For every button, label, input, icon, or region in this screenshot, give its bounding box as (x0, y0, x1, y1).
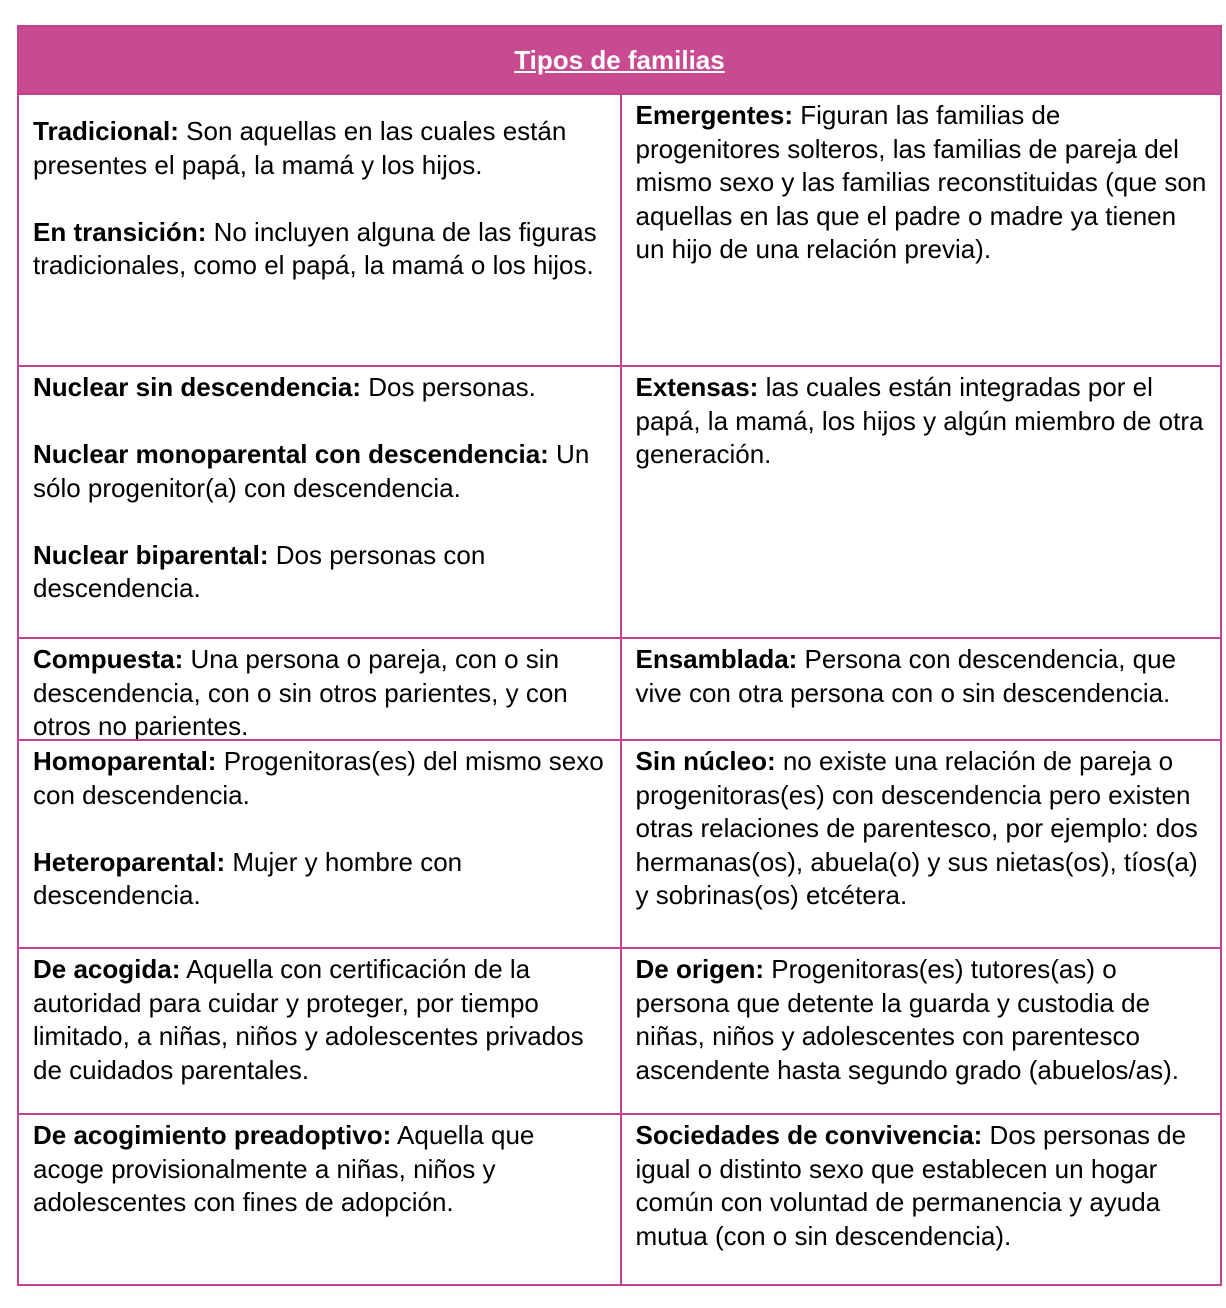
family-type-entry (33, 643, 608, 739)
family-type-description: Dos personas de igual o distinto sexo que establecen un hogar común con voluntad de permanencia y ayuda mutua (con o sin descendencia). (635, 1120, 1187, 1251)
family-type-entry (33, 846, 608, 913)
family-type-entry (33, 438, 608, 505)
family-type-term: Homoparental: (33, 746, 217, 776)
family-type-description: Figuran las familias de progenitores solteros, las familias de pareja del mismo sexo y las familias reconstituidas (que son aquellas en las que el padre o madre ya tienen un hijo de una relación previa). (635, 100, 1207, 264)
table-cell-right (620, 639, 1221, 739)
family-type-description: Una persona o pareja, con o sin descendencia, con o sin otros parientes, y con otros no parientes. (33, 644, 568, 739)
family-type-term: Nuclear sin descendencia: (33, 372, 362, 402)
table-body (19, 95, 1220, 1284)
table-cell-right (620, 741, 1221, 947)
family-type-entry (636, 953, 1209, 1087)
family-type-description: Un sólo progenitor(a) con descendencia. (33, 439, 590, 503)
family-type-term: Compuesta: (33, 644, 184, 674)
family-type-entry (636, 99, 1209, 267)
family-type-entry (636, 1119, 1209, 1253)
family-type-term: Nuclear monoparental con descendencia: (33, 439, 549, 469)
family-type-description: Son aquellas en las cuales están presentes el papá, la mamá y los hijos. (33, 116, 567, 180)
family-type-description: las cuales están integradas por el papá, la mamá, los hijos y algún miembro de otra generación. (635, 372, 1204, 469)
family-type-term: De acogida: (33, 954, 181, 984)
family-type-term: En transición: (33, 216, 207, 247)
family-type-entry (636, 643, 1209, 710)
table-cell-right (620, 949, 1221, 1113)
family-type-description: Mujer y hombre con descendencia. (33, 846, 463, 910)
family-type-description: Progenitoras(es) del mismo sexo con descendencia. (33, 746, 604, 810)
family-type-entry (33, 371, 608, 405)
family-type-description: No incluyen alguna de las figuras tradicionales, como el papá, la mamá o los hijos. (33, 216, 597, 280)
family-type-entry (33, 745, 608, 812)
family-type-description: Aquella con certificación de la autoridad para cuidar y proteger, por tiempo limitado, a niñas, niños y adolescentes privados de cuidados parentales. (33, 954, 584, 1085)
table-row (19, 639, 1220, 741)
family-type-term: Ensamblada: (635, 644, 798, 674)
table-cell-left (19, 949, 620, 1113)
family-type-term: Nuclear biparental: (33, 539, 269, 570)
family-type-description: Aquella que acoge provisionalmente a niñas, niños y adolescentes con fines de adopción. (33, 1120, 535, 1217)
family-type-term: Emergentes: (635, 100, 793, 130)
table-row (19, 949, 1220, 1115)
table-cell-left (19, 95, 620, 365)
family-type-entry (636, 745, 1209, 913)
family-types-table (17, 25, 1222, 1286)
family-type-entry (33, 216, 608, 283)
family-type-entry (33, 115, 608, 182)
table-cell-left (19, 1115, 620, 1284)
table-row (19, 741, 1220, 949)
family-type-description: Dos personas con descendencia. (33, 539, 486, 603)
table-row (19, 367, 1220, 639)
family-type-term: De acogimiento preadoptivo: (33, 1120, 392, 1150)
table-row (19, 1115, 1220, 1284)
family-type-description: Dos personas. (361, 372, 536, 402)
family-type-term: Sin núcleo: (635, 746, 776, 776)
family-type-entry (33, 539, 608, 606)
table-cell-right (620, 367, 1221, 637)
table-cell-left (19, 639, 620, 739)
family-type-entry (33, 1119, 608, 1220)
family-type-entry (33, 953, 608, 1087)
family-type-term: Tradicional: (33, 116, 179, 146)
family-type-entry (636, 371, 1209, 472)
family-type-description: no existe una relación de pareja o progenitoras(es) con descendencia pero existen otras relaciones de parentesco, por ejemplo: dos hermanas(os), abuela(o) y sus nietas(os), tíos(a) y sobrinas(os) etcétera. (635, 746, 1198, 910)
family-type-description: Progenitoras(es) tutores(as) o persona que detente la guarda y custodia de niñas, niños y adolescentes con parentesco ascendente hasta segundo grado (abuelos/as). (635, 954, 1179, 1085)
table-cell-right (620, 95, 1221, 365)
family-type-term: De origen: (635, 954, 765, 984)
table-cell-left (19, 741, 620, 947)
table-cell-right (620, 1115, 1221, 1284)
table-row (19, 95, 1220, 367)
family-type-term: Heteroparental: (33, 846, 226, 877)
table-cell-left (19, 367, 620, 637)
family-type-term: Extensas: (635, 372, 759, 402)
family-type-term: Sociedades de convivencia: (635, 1120, 983, 1150)
table-title: Tipos de familias (19, 27, 1220, 95)
family-type-description: Persona con descendencia, que vive con otra persona con o sin descendencia. (635, 644, 1177, 708)
